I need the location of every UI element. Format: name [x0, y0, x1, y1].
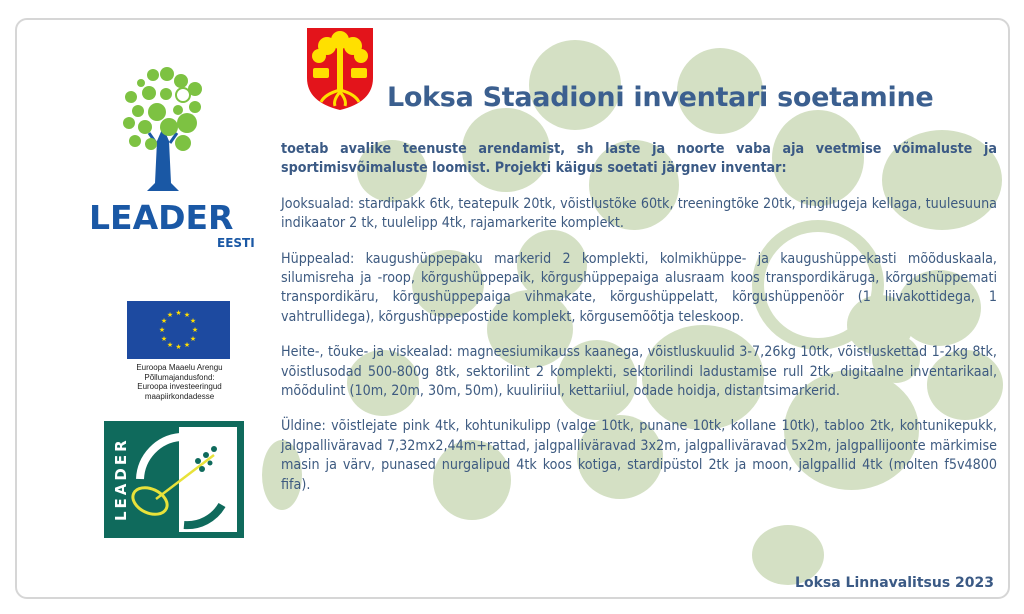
leader-eesti-wordmark: LEADER	[89, 198, 234, 237]
leader-tree-icon	[123, 65, 203, 193]
svg-text:★: ★	[166, 341, 174, 349]
svg-text:★: ★	[175, 309, 182, 317]
inventory-text	[281, 140, 997, 511]
leader-eesti-subtitle: EESTI	[217, 236, 255, 250]
svg-text:★: ★	[191, 326, 199, 334]
svg-text:★: ★	[183, 311, 191, 319]
loksa-coat-of-arms-icon	[305, 26, 375, 112]
svg-text:★: ★	[166, 311, 174, 319]
logo-column	[17, 20, 282, 597]
svg-text:★: ★	[175, 343, 182, 351]
eu-flag-icon	[127, 301, 230, 359]
svg-text:★: ★	[189, 335, 197, 343]
poster-frame	[15, 18, 1010, 599]
svg-text:★: ★	[158, 326, 166, 334]
eu-caption-line: Põllumajandusfond:	[144, 372, 215, 382]
section-uldine: Üldine: võistlejate pink 4tk, kohtunikulipp (valge 10tk, punane 10tk, kollane 10tk), tabloo 2tk, kohtunikepukk, jalgpalliväravad 7,32mx2,44m+rattad, jalgpalliväravad 3x2m, jalgpalliväravad 5x2m, jalgpallijoonte märkimise masin ja värv, punased nurgalipud 4tk koos kotiga, stardipüstol 2tk ja moon, jalgpallid 4tk (molten f5v4800 fifa).	[281, 418, 997, 493]
eu-caption-line: Euroopa investeeringud	[137, 382, 222, 391]
section-heitealad: Heite-, tõuke- ja viskealad: magneesiumikauss kaanega, võistluskuulid 3-7,26kg 10tk, võistluskettad 1-2kg 8tk, võistlusodad 500-800g 8tk, sektorilint 2 komplekti, sektorilindi ladustamise rull 2tk, digitaalne inventarikaal, mõõdulint (10m, 20m, 30m, 50m), kuuliriiul, kettariiul, odade hoidja, distantsimarkerid.	[281, 344, 997, 400]
eu-fund-caption	[112, 363, 247, 401]
section-hyppealad: Hüppealad: kaugushüppepaku markerid 2 komplekti, kolmikhüppe- ja kaugushüppekasti mõõduskaala, silumisreha ja -roop, kõrgushüppepaik, kõrgushüppepaiga alusraam koos transpordikäruga, kõrgushüppemati transpordikäru, kõrgushüppepaiga vihmakate, kõrgushüppelatt, kõrgushüppenöör (1 liivakottidega, 1 vahtrullidega), kõrgushüppepostide komplekt, kõrgusemõõtja teleskoop.	[281, 250, 997, 325]
eu-caption-line: maapiirkondadesse	[144, 391, 215, 401]
svg-text:★: ★	[160, 317, 168, 325]
footer-signature: Loksa Linnavalitsus 2023	[795, 575, 994, 591]
svg-text:★: ★	[189, 317, 197, 325]
page-title: Loksa Staadioni inventari soetamine	[387, 82, 934, 113]
section-jooksualad: Jooksualad: stardipakk 6tk, teatepulk 20tk, võistlustõke 60tk, treeningtõke 20tk, ringilugeja kellaga, tuulesuuna indikaator 2 tk, tuulelipp 4tk, rajamarkerite komplekt.	[281, 195, 997, 232]
leader-vertical-text: LEADER	[112, 437, 130, 521]
eu-caption-line: Euroopa Maaelu Arengu	[136, 363, 223, 372]
svg-text:★: ★	[183, 341, 191, 349]
intro-paragraph: toetab avalike teenuste arendamist, sh laste ja noorte vaba aja veetmise võimaluste ja sportimisvõimaluste loomist. Projekti käigus soetati järgnev inventar:	[281, 141, 997, 177]
leader-eu-logo-icon	[104, 421, 244, 538]
svg-text:★: ★	[160, 335, 168, 343]
